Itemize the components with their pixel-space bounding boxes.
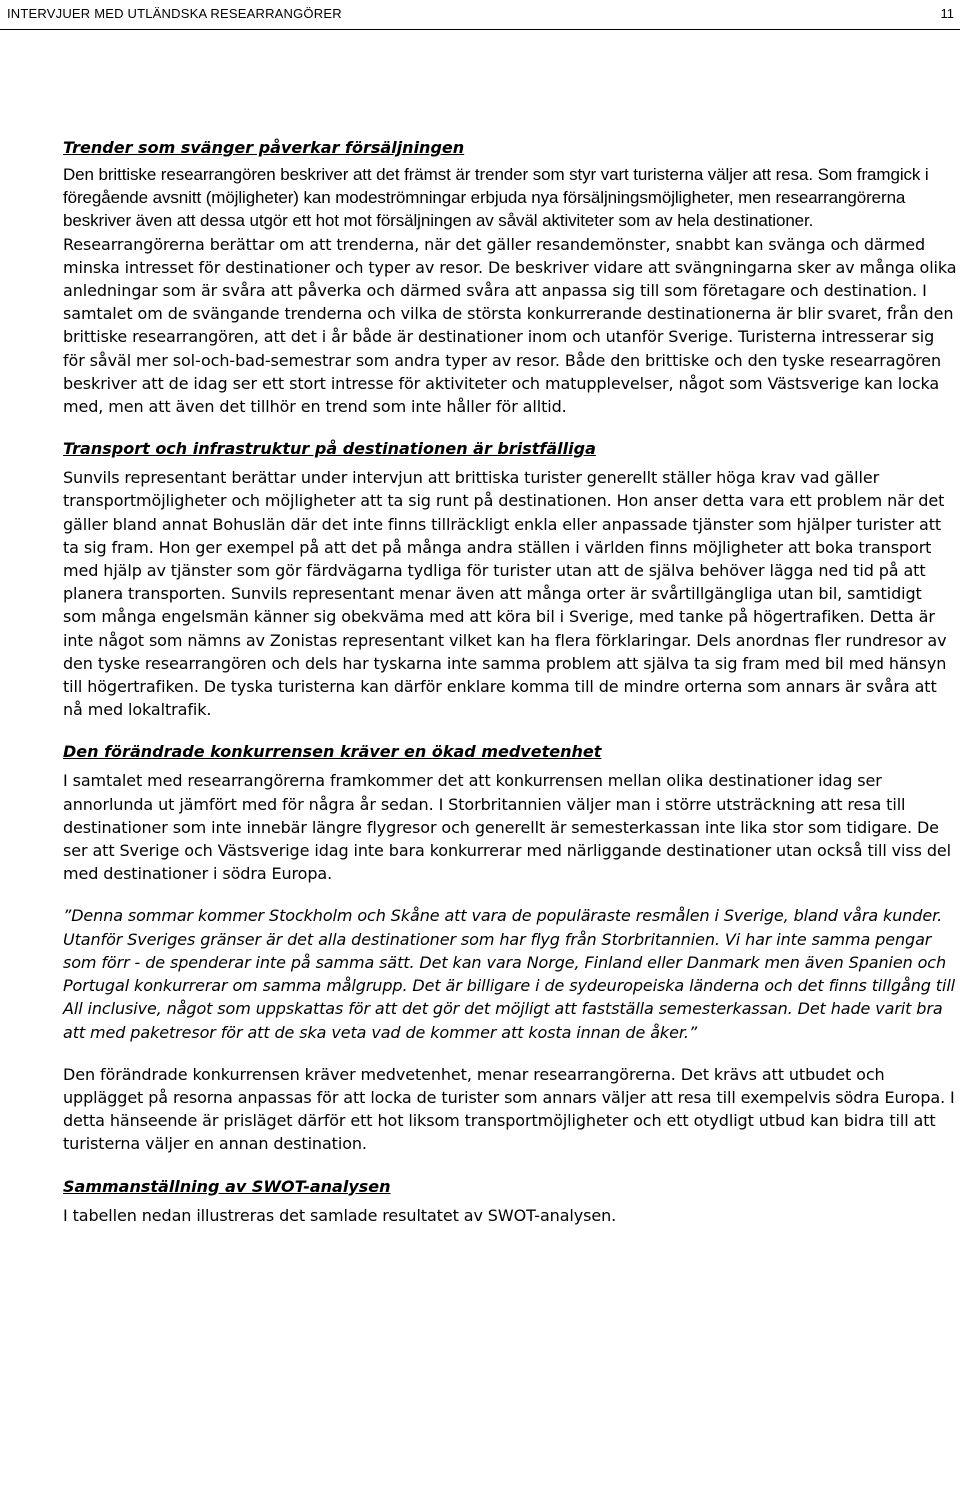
running-header-title: INTERVJUER MED UTLÄNDSKA RESEARRANGÖRER — [7, 6, 342, 21]
paragraph-trender-part1: Den brittiske researrangören beskriver att det främst är trender som styr vart turisterna väljer att resa. Som framgick i föregående avsnitt (möjligheter) kan modeströmningar erbjuda nya försäljningsmöjligheter, men researrangörerna beskriver även att dessa utgör ett hot mot försäljningen av såväl aktiviteter som av hela destinationer. — [63, 165, 929, 231]
section-paragraph-konkurrens-1: I samtalet med researrangörerna framkommer det att konkurrensen mellan olika destinationer idag ser annorlunda ut jämfört med för några år sedan. I Storbritannien väljer man i större utsträckning att resa till destinationer som inte innebär längre flygresor och generellt är semesterkassan inte lika stor som tidigare. De ser att Sverige och Västsverige idag inte bara konkurrerar med närliggande destinationer utan också till viss del med destinationer i södra Europa. — [63, 771, 951, 884]
section-heading-swot: Sammanställning av SWOT-analysen — [63, 1176, 391, 1196]
section-paragraph-trender — [63, 163, 958, 418]
section-heading-transport: Transport och infrastruktur på destinationen är bristfälliga — [63, 439, 596, 459]
section-heading-konkurrens: Den förändrade konkurrensen kräver en ökad medvetenhet — [63, 742, 602, 762]
section-paragraph-transport: Sunvils representant berättar under intervjun att brittiska turister generellt ställer höga krav vad gäller transportmöjligheter och möjligheter att ta sig runt på destinationen. Hon anser detta vara ett problem när det gäller bland annat Bohuslän där det inte finns tillräckligt enkla eller anpassade tjänster som hjälper turister att ta sig fram. Hon ger exempel på att det på många andra ställen i världen finns möjligheter att boka transport med hjälp av tjänster som gör färdvägarna tydliga för turister utan att de själva behöver lägga ned tid på att planera transporten. Sunvils representant menar även att många orter är svårtillgängliga utan bil, samtidigt som många engelsmän känner sig obekväma med att köra bil i Sverige, med tanke på högertrafiken. Detta är inte något som nämns av Zonistas representant vilket kan ha flera förklaringar. Dels anordnas fler rundresor av den tyske researrangören och dels har tyskarna inte samma problem att själva ta sig fram med bil med hänsyn till högertrafiken. De tyska turisterna kan därför enklare komma till de mindre orterna som annars är svåra att nå med lokaltrafik. — [63, 468, 947, 720]
section-paragraph-swot: I tabellen nedan illustreras det samlade resultatet av SWOT-analysen. — [63, 1205, 617, 1225]
document-body — [63, 136, 958, 1227]
page-number: 11 — [940, 6, 954, 21]
section-paragraph-konkurrens-2: Den förändrade konkurrensen kräver medvetenhet, menar researrangörerna. Det krävs att utbudet och upplägget på resorna anpassas för att locka de turister som annars väljer att resa till exempelvis södra Europa. I detta hänseende är prisläget därför ett hot liksom transportmöjligheter och ett otydligt utbud kan bidra till att turisterna väljer en annan destination. — [63, 1064, 955, 1154]
page-header — [0, 0, 960, 30]
section-heading-trender: Trender som svänger påverkar försäljningen — [63, 138, 465, 157]
interview-quote: ”Denna sommar kommer Stockholm och Skåne att vara de populäraste resmålen i Sverige, bland våra kunder. Utanför Sveriges gränser är det alla destinationer som har flyg från Storbritannien. Vi har inte samma pengar som förr - de spenderar inte på samma sätt. Det kan vara Norge, Finland eller Danmark men även Spanien och Portugal konkurrerar om samma målgrupp. Det är billigare i de sydeuropeiska länderna och det finns tillgång till All inclusive, något som uppskattas för att det gör det möjligt att fastställa semesterkassan. Det hade varit bra att med paketresor för att de ska veta vad de kommer att kosta innan de åker.” — [63, 906, 956, 1042]
paragraph-trender-part2: Researrangörerna berättar om att trenderna, när det gäller resandemönster, snabbt kan svänga och därmed minska intresset för destinationer och typer av resor. De beskriver vidare att svängningarna sker av många olika anledningar som är svåra att påverka och därmed svåra att anpassa sig till som företagare och destination. I samtalet om de svängande trenderna och vilka de största konkurrerande destinationerna är blir svaret, från den brittiske researrangören, att det i år både är destinationer inom och utanför Sverige. Turisterna intresserar sig för såväl mer sol-och-bad-semestrar som andra typer av resor. Både den brittiske och den tyske researragören beskriver att de idag ser ett stort intresse för aktiviteter och matupplevelser, något som Västsverige kan locka med, men att även det tillhör en trend som inte håller för alltid. — [63, 234, 957, 417]
